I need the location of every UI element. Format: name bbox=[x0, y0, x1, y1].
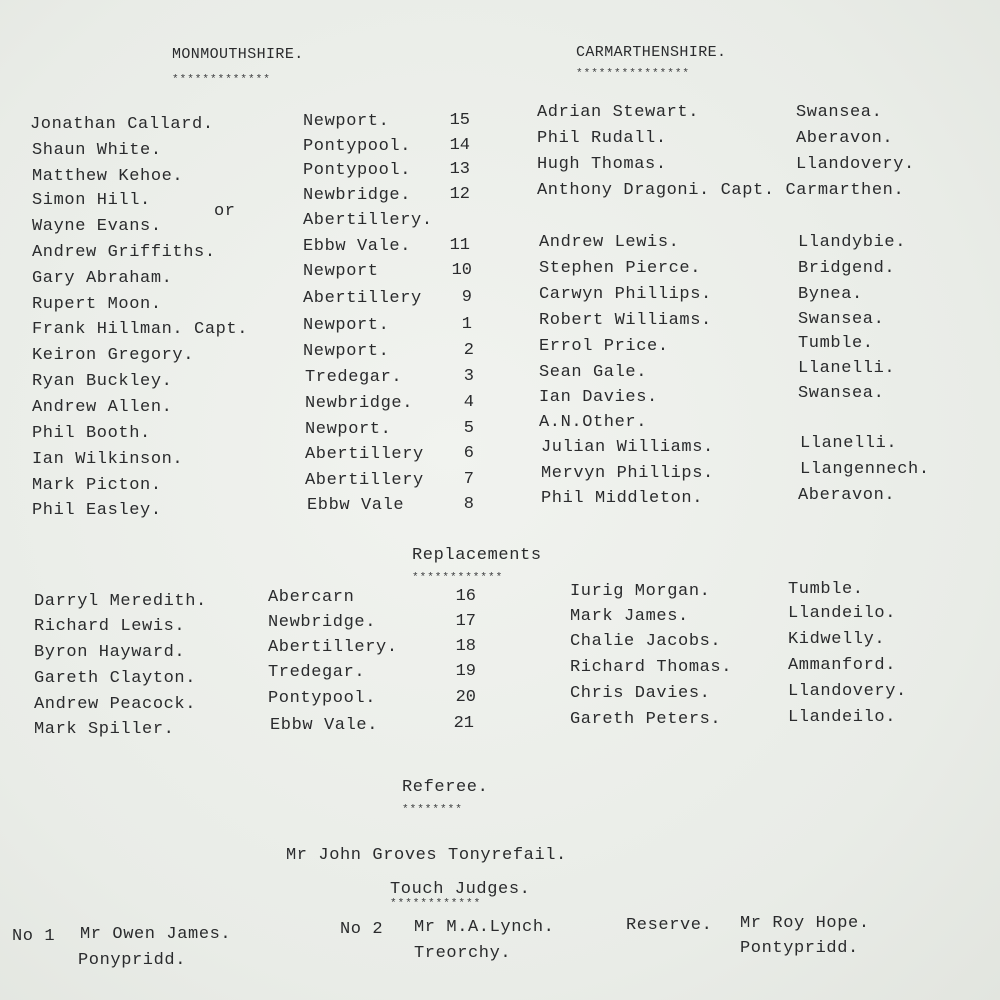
player-name: Sean Gale. bbox=[539, 363, 648, 382]
or-text: or bbox=[214, 202, 236, 221]
heading-underline: *************** bbox=[576, 68, 691, 80]
player-name: Iurig Morgan. bbox=[570, 582, 711, 601]
player-club: Llandeilo. bbox=[788, 708, 897, 727]
player-club: Tumble. bbox=[788, 580, 864, 599]
player-club: Bridgend. bbox=[798, 259, 896, 278]
player-name: Andrew Allen. bbox=[32, 398, 173, 417]
player-name: Andrew Griffiths. bbox=[32, 243, 216, 262]
player-name: Byron Hayward. bbox=[34, 643, 186, 662]
player-club: Abertillery bbox=[303, 289, 422, 308]
player-number: 1 bbox=[461, 315, 472, 334]
player-number: 6 bbox=[463, 444, 474, 463]
touch-judge-2-town: Treorchy. bbox=[414, 944, 512, 963]
heading-underline: ************* bbox=[172, 74, 271, 86]
player-club: Pontypool. bbox=[303, 137, 412, 156]
player-club: Ebbw Vale. bbox=[303, 237, 412, 256]
player-name: Richard Lewis. bbox=[34, 617, 186, 636]
player-name: Andrew Peacock. bbox=[34, 695, 197, 714]
player-name: Gareth Clayton. bbox=[34, 669, 197, 688]
player-club: Aberavon. bbox=[796, 129, 894, 148]
player-number: 3 bbox=[463, 367, 474, 386]
touch-judges-heading: Touch Judges. bbox=[390, 880, 531, 899]
player-name: Rupert Moon. bbox=[32, 295, 162, 314]
player-club: Newport. bbox=[303, 316, 390, 335]
player-number: 15 bbox=[449, 111, 470, 130]
player-number: 13 bbox=[449, 160, 470, 179]
player-name: Gareth Peters. bbox=[570, 710, 722, 729]
player-club: Swansea. bbox=[796, 103, 883, 122]
player-club: Swansea. bbox=[798, 384, 885, 403]
player-club: Ebbw Vale. bbox=[270, 716, 379, 735]
player-club: Tredegar. bbox=[268, 663, 366, 682]
touch-judge-2-name: Mr M.A.Lynch. bbox=[414, 918, 555, 937]
player-club: Abertillery bbox=[305, 445, 424, 464]
player-name: Chris Davies. bbox=[570, 684, 711, 703]
player-number: 7 bbox=[463, 470, 474, 489]
monmouthshire-heading: MONMOUTHSHIRE. bbox=[172, 46, 304, 63]
player-club: Llandovery. bbox=[796, 155, 915, 174]
player-club: Newport. bbox=[305, 420, 392, 439]
player-name: Mark Picton. bbox=[32, 476, 162, 495]
player-club: Abertillery bbox=[305, 471, 424, 490]
player-club: Llangennech. bbox=[800, 460, 930, 479]
touch-judge-2-label: No 2 bbox=[340, 920, 384, 939]
player-name: Wayne Evans. bbox=[32, 217, 162, 236]
replacements-heading: Replacements bbox=[412, 546, 542, 565]
player-name: Phil Rudall. bbox=[537, 129, 667, 148]
player-name: Gary Abraham. bbox=[32, 269, 173, 288]
player-club: Tredegar. bbox=[305, 368, 403, 387]
player-club: Llanelli. bbox=[798, 359, 896, 378]
touch-judge-1-name: Mr Owen James. bbox=[80, 925, 232, 944]
player-club: Swansea. bbox=[798, 310, 885, 329]
player-name: A.N.Other. bbox=[539, 413, 648, 432]
player-number: 10 bbox=[451, 261, 472, 280]
player-club: Aberavon. bbox=[798, 486, 896, 505]
player-club: Llandybie. bbox=[798, 233, 907, 252]
player-club: Bynea. bbox=[798, 285, 863, 304]
player-name: Anthony Dragoni. Capt. Carmarthen. bbox=[537, 181, 905, 200]
player-club: Llandeilo. bbox=[788, 604, 897, 623]
player-name: Jonathan Callard. bbox=[30, 115, 214, 134]
heading-underline: ************ bbox=[390, 898, 482, 910]
player-number: 18 bbox=[455, 637, 476, 656]
player-club: Tumble. bbox=[798, 334, 874, 353]
player-name: Carwyn Phillips. bbox=[539, 285, 712, 304]
player-club: Newbridge. bbox=[268, 613, 377, 632]
player-name: Julian Williams. bbox=[541, 438, 714, 457]
player-number: 9 bbox=[461, 288, 472, 307]
player-name: Ian Davies. bbox=[539, 388, 658, 407]
heading-underline: ******** bbox=[402, 804, 463, 816]
player-club: Abertillery. bbox=[268, 638, 398, 657]
player-name: Shaun White. bbox=[32, 141, 162, 160]
player-name: Ryan Buckley. bbox=[32, 372, 173, 391]
player-number: 20 bbox=[455, 688, 476, 707]
player-name: Hugh Thomas. bbox=[537, 155, 667, 174]
player-number: 17 bbox=[455, 612, 476, 631]
touch-judge-1-town: Ponypridd. bbox=[78, 951, 187, 970]
player-name: Matthew Kehoe. bbox=[32, 167, 184, 186]
player-name: Phil Booth. bbox=[32, 424, 151, 443]
player-name: Adrian Stewart. bbox=[537, 103, 700, 122]
player-club: Ammanford. bbox=[788, 656, 897, 675]
player-name: Phil Easley. bbox=[32, 501, 162, 520]
player-number: 19 bbox=[455, 662, 476, 681]
player-number: 16 bbox=[455, 587, 476, 606]
referee-name: Mr John Groves Tonyrefail. bbox=[286, 846, 567, 865]
player-club: Newbridge. bbox=[305, 394, 414, 413]
player-club: Ebbw Vale bbox=[307, 496, 405, 515]
player-name: Frank Hillman. Capt. bbox=[32, 320, 249, 339]
player-club: Newport bbox=[303, 262, 379, 281]
player-name: Keiron Gregory. bbox=[32, 346, 195, 365]
player-number: 8 bbox=[463, 495, 474, 514]
player-number: 2 bbox=[463, 341, 474, 360]
player-name: Ian Wilkinson. bbox=[32, 450, 184, 469]
player-club: Pontypool. bbox=[268, 689, 377, 708]
carmarthenshire-heading: CARMARTHENSHIRE. bbox=[576, 44, 727, 61]
player-name: Mark Spiller. bbox=[34, 720, 175, 739]
heading-underline: ************ bbox=[412, 572, 504, 584]
player-number: 21 bbox=[453, 714, 474, 733]
player-number: 5 bbox=[463, 419, 474, 438]
player-number: 4 bbox=[463, 393, 474, 412]
player-name: Simon Hill. bbox=[32, 191, 151, 210]
player-name: Chalie Jacobs. bbox=[570, 632, 722, 651]
touch-judge-1-label: No 1 bbox=[12, 927, 56, 946]
player-club: Llandovery. bbox=[788, 682, 907, 701]
player-name: Stephen Pierce. bbox=[539, 259, 702, 278]
player-name: Andrew Lewis. bbox=[539, 233, 680, 252]
player-club: Abertillery. bbox=[303, 211, 433, 230]
player-club: Kidwelly. bbox=[788, 630, 886, 649]
player-number: 12 bbox=[449, 185, 470, 204]
player-number: 11 bbox=[449, 236, 470, 255]
reserve-judge-town: Pontypridd. bbox=[740, 939, 859, 958]
player-name: Mark James. bbox=[570, 607, 689, 626]
player-name: Darryl Meredith. bbox=[34, 592, 207, 611]
player-club: Abercarn bbox=[268, 588, 355, 607]
player-club: Newport. bbox=[303, 342, 390, 361]
referee-heading: Referee. bbox=[402, 778, 489, 797]
player-club: Newport. bbox=[303, 112, 390, 131]
player-name: Robert Williams. bbox=[539, 311, 712, 330]
player-name: Phil Middleton. bbox=[541, 489, 704, 508]
player-club: Pontypool. bbox=[303, 161, 412, 180]
reserve-label: Reserve. bbox=[626, 916, 713, 935]
player-name: Mervyn Phillips. bbox=[541, 464, 714, 483]
player-number: 14 bbox=[449, 136, 470, 155]
player-name: Richard Thomas. bbox=[570, 658, 733, 677]
player-name: Errol Price. bbox=[539, 337, 669, 356]
player-club: Llanelli. bbox=[800, 434, 898, 453]
reserve-judge-name: Mr Roy Hope. bbox=[740, 914, 870, 933]
player-club: Newbridge. bbox=[303, 186, 412, 205]
